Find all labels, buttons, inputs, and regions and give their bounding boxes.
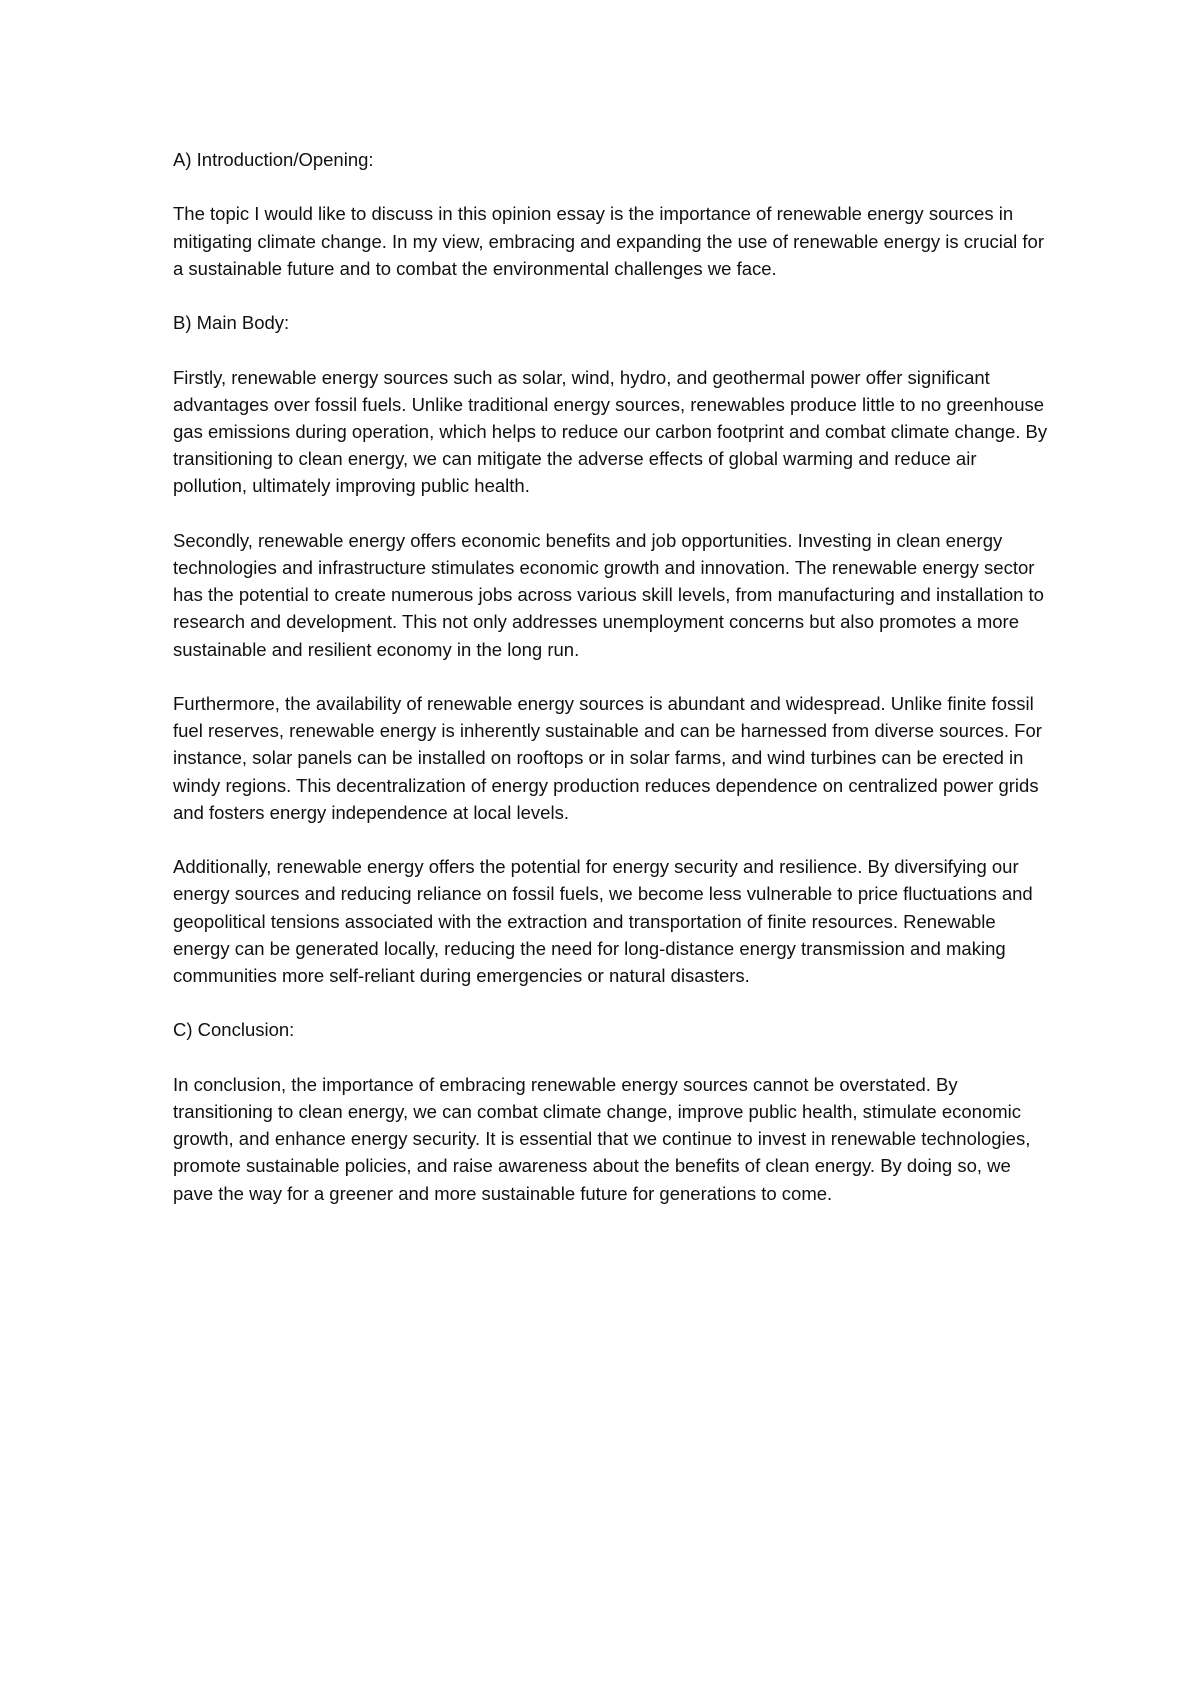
intro-heading: A) Introduction/Opening: <box>173 149 374 170</box>
conclusion-paragraph: In conclusion, the importance of embracing renewable energy sources cannot be overstated. By transitioning to clean energy, we can combat climate change, improve public health, stimulate economic growth, and enhance energy security. It is essential that we continue to invest in renewable technologies, promote sustainable policies, and raise awareness about the benefits of clean energy. By doing so, we pave the way for a greener and more sustainable future for generations to come. <box>173 1073 1031 1204</box>
document-page <box>173 146 1053 1234</box>
main-body-paragraph-3: Furthermore, the availability of renewable energy sources is abundant and widespread. Unlike finite fossil fuel reserves, renewable energy is inherently sustainable and can be harnessed from diverse sources. For instance, solar panels can be installed on rooftops or in solar farms, and wind turbines can be erected in windy regions. This decentralization of energy production reduces dependence on centralized power grids and fosters energy independence at local levels. <box>173 692 1042 823</box>
main-body-paragraph-1: Firstly, renewable energy sources such as solar, wind, hydro, and geothermal power offer significant advantages over fossil fuels. Unlike traditional energy sources, renewables produce little to no greenhouse gas emissions during operation, which helps to reduce our carbon footprint and combat climate change. By transitioning to clean energy, we can mitigate the adverse effects of global warming and reduce air pollution, ultimately improving public health. <box>173 366 1048 497</box>
conclusion-heading: C) Conclusion: <box>173 1019 295 1041</box>
main-body-heading: B) Main Body: <box>173 312 290 334</box>
main-body-paragraph-2: Secondly, renewable energy offers economic benefits and job opportunities. Investing in clean energy technologies and infrastructure stimulates economic growth and innovation. The renewable energy sector has the potential to create numerous jobs across various skill levels, from manufacturing and installation to research and development. This not only addresses unemployment concerns but also promotes a more sustainable and resilient economy in the long run. <box>173 529 1044 660</box>
intro-paragraph: The topic I would like to discuss in this opinion essay is the importance of renewable energy sources in mitigating climate change. In my view, embracing and expanding the use of renewable energy is crucial for a sustainable future and to combat the environmental challenges we face. <box>173 203 1044 279</box>
main-body-paragraph-4: Additionally, renewable energy offers the potential for energy security and resilience. By diversifying our energy sources and reducing reliance on fossil fuels, we become less vulnerable to price fluctuations and geopolitical tensions associated with the extraction and transportation of finite resources. Renewable energy can be generated locally, reducing the need for long-distance energy transmission and making communities more self-reliant during emergencies or natural disasters. <box>173 856 1033 986</box>
